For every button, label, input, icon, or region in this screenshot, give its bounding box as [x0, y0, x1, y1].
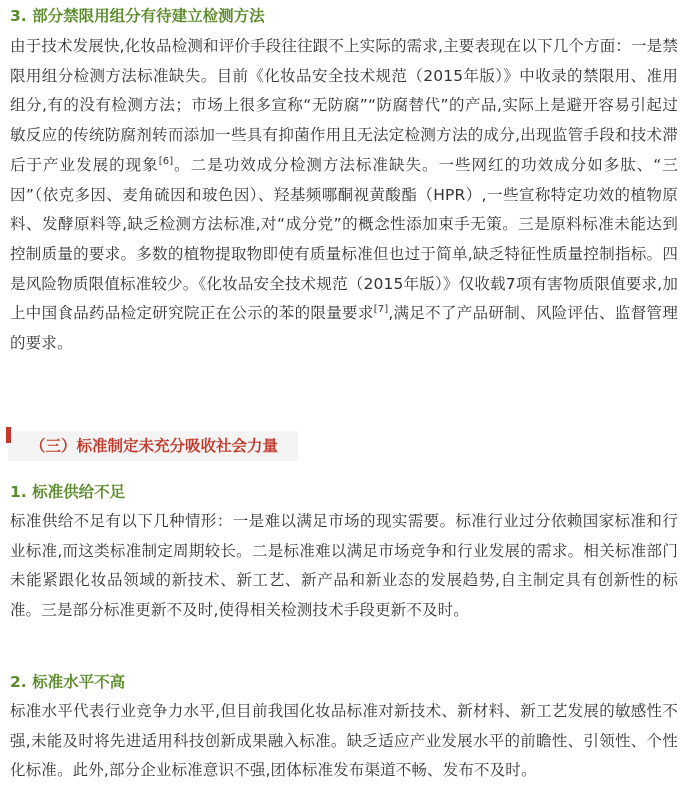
section-3-paragraph	[10, 32, 678, 359]
banner-accent-bar	[6, 427, 11, 443]
paragraph-text-part2: 。二是功效成分检测方法标准缺失。一些网红的功效成分如多肽、“三因”（依克多因、麦角硫因和玻色因）、羟基频哪酮视黄酸酯（HPR）,一些宣称特定功效的植物原料、发酵原料等,缺乏检测方法标准,对“成分党”的概念性添加束手无策。三是原料标准未能达到控制质量的要求。多数的植物提取物即使有质量标准但也过于简单,缺乏特征性质量控制指标。四是风险物质限值标准较少。《化妆品安全技术规范（2015年版）》仅收载7项有害物质限值要求,加上中国食品药品检定研究院正在公示的苯的限量要求	[10, 155, 678, 323]
section-heading-3: 3. 部分禁限用组分有待建立检测方法	[10, 7, 265, 25]
section-banner	[8, 431, 298, 461]
subsection-2-paragraph: 标准水平代表行业竞争力水平,但目前我国化妆品标准对新技术、新材料、新工艺发展的敏感性不强,未能及时将先进适用科技创新成果融入标准。缺乏适应产业发展水平的前瞻性、引领性、个性化标准。此外,部分企业标准意识不强,团体标准发布渠道不畅、发布不及时。	[10, 702, 678, 780]
citation-7[interactable]: [7]	[373, 304, 389, 316]
subsection-heading-2: 2. 标准水平不高	[10, 673, 126, 691]
subsection-1-paragraph: 标准供给不足有以下几种情形：一是难以满足市场的现实需要。标准行业过分依赖国家标准和行业标准,而这类标准制定周期较长。二是标准难以满足市场竞争和行业发展的需求。相关标准部门未能紧跟化妆品领域的新技术、新工艺、新产品和新业态的发展趋势,自主制定具有创新性的标准。三是部分标准更新不及时,使得相关检测技术手段更新不及时。	[10, 512, 678, 620]
section-banner-title: （三）标准制定未充分吸收社会力量	[30, 437, 279, 455]
paragraph-text-part1: 由于技术发展快,化妆品检测和评价手段往往跟不上实际的需求,主要表现在以下几个方面：一是禁限用组分检测方法标准缺失。目前《化妆品安全技术规范（2015年版）》中收录的禁限用、准用组分,有的没有检测方法；市场上很多宣称“无防腐”“防腐替代”的产品,实际上是避开容易引起过敏反应的传统防腐剂转而添加一些具有抑菌作用且无法定检测方法的成分,出现监管手段和技术滞后于产业发展的现象	[10, 37, 678, 174]
paragraph-text-part3: ,满足不了产品研制、风险评估、监督管理的要求。	[10, 304, 679, 353]
subsection-heading-1: 1. 标准供给不足	[10, 483, 126, 501]
citation-6[interactable]: [6]	[158, 155, 174, 167]
